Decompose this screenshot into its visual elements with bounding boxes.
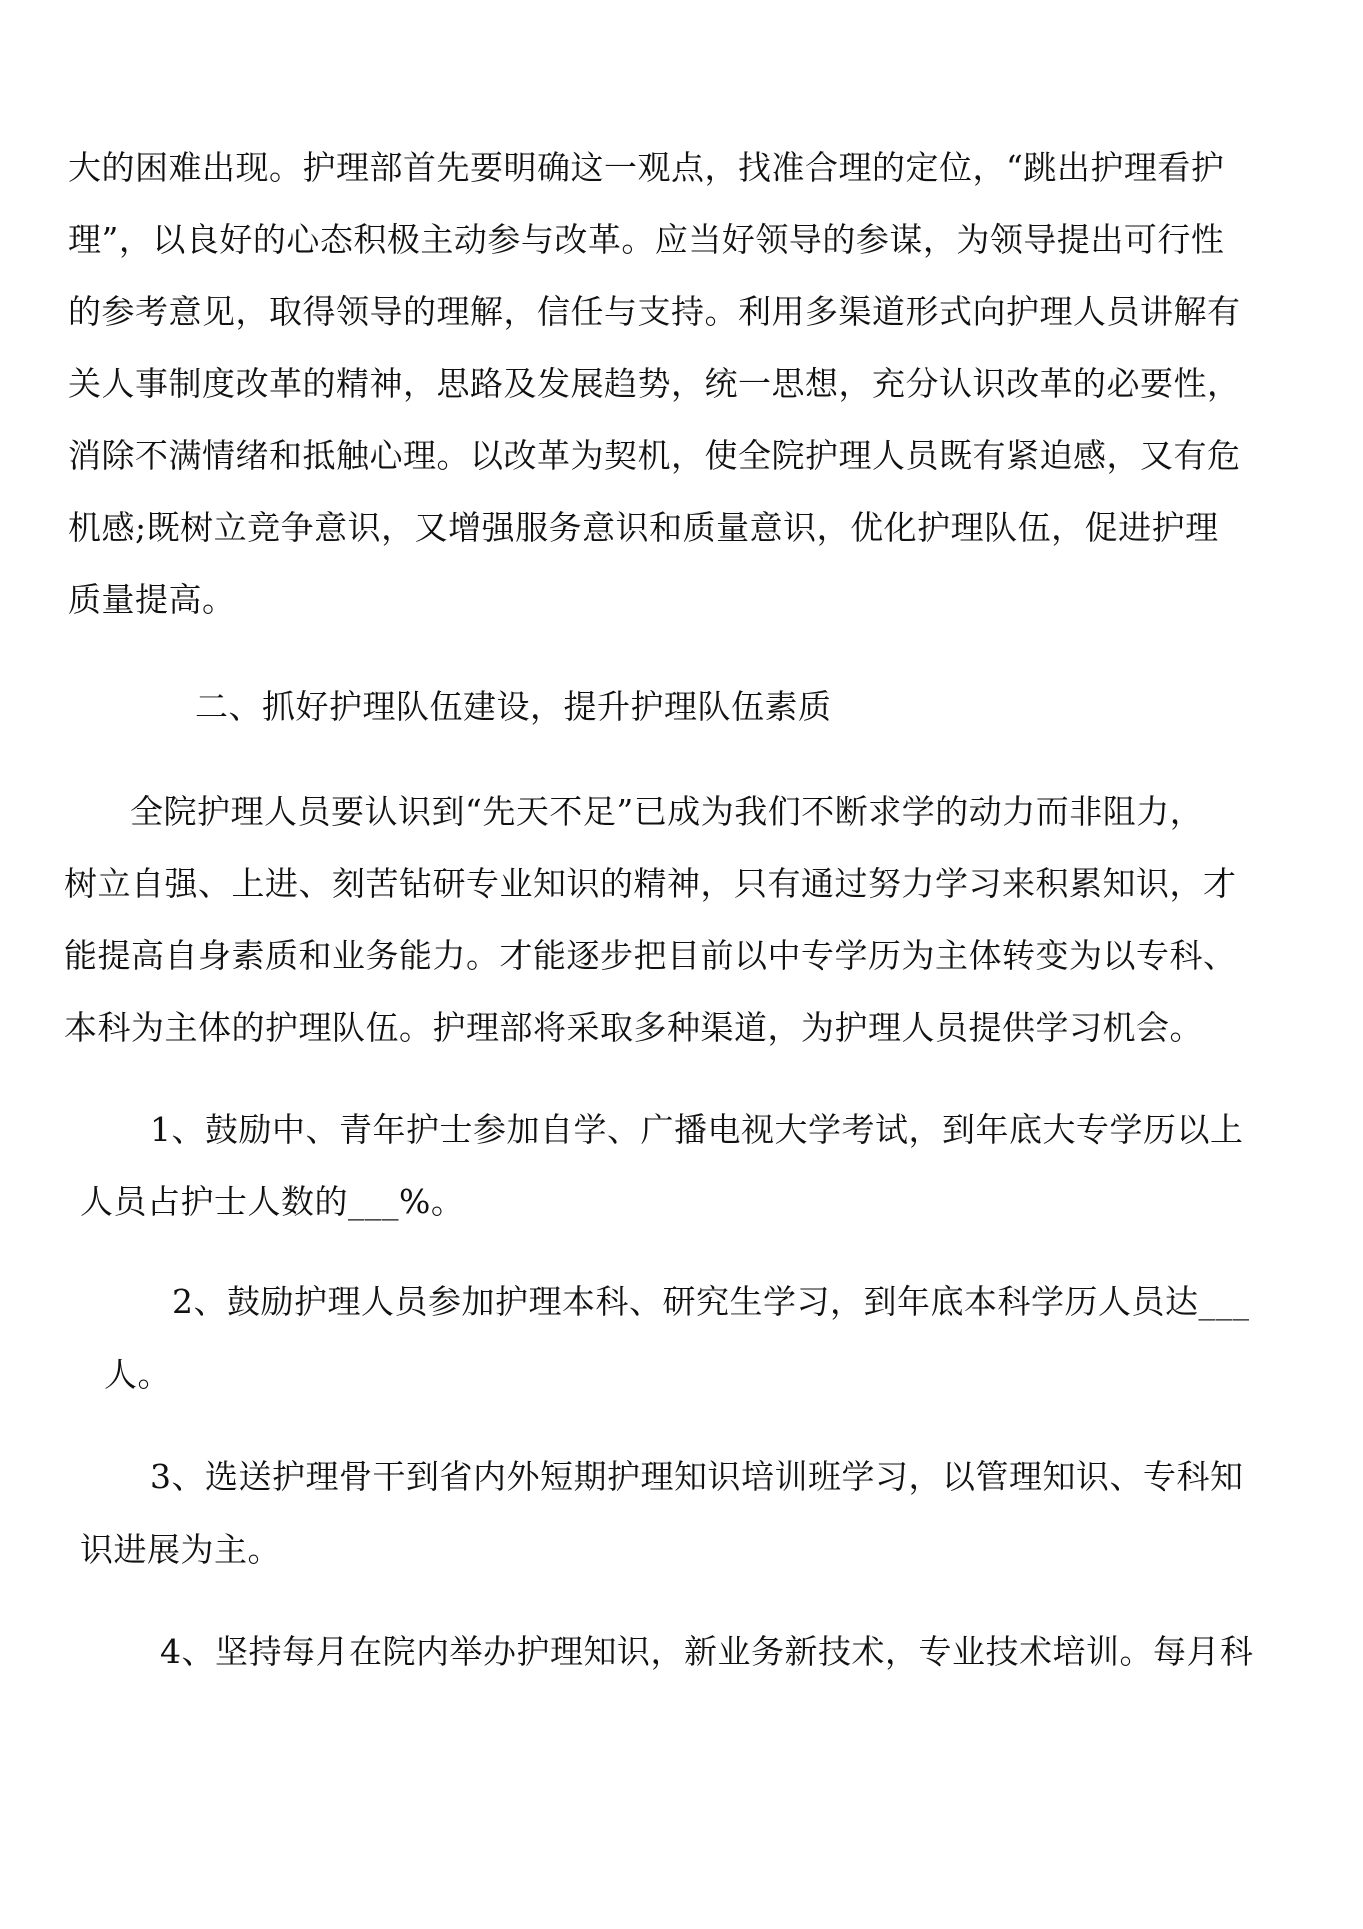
text-line: 机感;既树立竞争意识，又增强服务意识和质量意识，优化护理队伍，促进护理 bbox=[68, 508, 1219, 547]
text-line: 全院护理人员要认识到“先天不足”已成为我们不断求学的动力而非阻力， bbox=[130, 792, 1204, 831]
text-line: 4、坚持每月在院内举办护理知识，新业务新技术，专业技术培训。每月科 bbox=[160, 1632, 1254, 1671]
text-line: 本科为主体的护理队伍。护理部将采取多种渠道，为护理人员提供学习机会。 bbox=[64, 1008, 1203, 1047]
text-line: 2、鼓励护理人员参加护理本科、研究生学习，到年底本科学历人员达___ bbox=[172, 1282, 1250, 1321]
text-line: 人员占护士人数的___%。 bbox=[80, 1182, 465, 1221]
text-line: 大的困难出现。护理部首先要明确这一观点，找准合理的定位，“跳出护理看护 bbox=[68, 148, 1225, 187]
text-line: 质量提高。 bbox=[68, 580, 236, 619]
text-line: 关人事制度改革的精神，思路及发展趋势，统一思想，充分认识改革的必要性， bbox=[68, 364, 1241, 403]
text-line: 消除不满情绪和抵触心理。以改革为契机，使全院护理人员既有紧迫感，又有危 bbox=[68, 436, 1241, 475]
text-line: 能提高自身素质和业务能力。才能逐步把目前以中专学历为主体转变为以专科、 bbox=[64, 936, 1237, 975]
text-line: 3、选送护理骨干到省内外短期护理知识培训班学习，以管理知识、专科知 bbox=[150, 1457, 1244, 1496]
section-heading: 二、抓好护理队伍建设，提升护理队伍素质 bbox=[195, 687, 832, 726]
text-line: 识进展为主。 bbox=[80, 1530, 281, 1569]
text-line: 人。 bbox=[104, 1355, 171, 1394]
text-line: 1、鼓励中、青年护士参加自学、广播电视大学考试，到年底大专学历以上 bbox=[150, 1110, 1244, 1149]
text-line: 的参考意见，取得领导的理解，信任与支持。利用多渠道形式向护理人员讲解有 bbox=[68, 292, 1241, 331]
text-line: 树立自强、上进、刻苦钻研专业知识的精神，只有通过努力学习来积累知识，才 bbox=[64, 864, 1237, 903]
text-line: 理”，以良好的心态积极主动参与改革。应当好领导的参谋，为领导提出可行性 bbox=[68, 220, 1225, 259]
